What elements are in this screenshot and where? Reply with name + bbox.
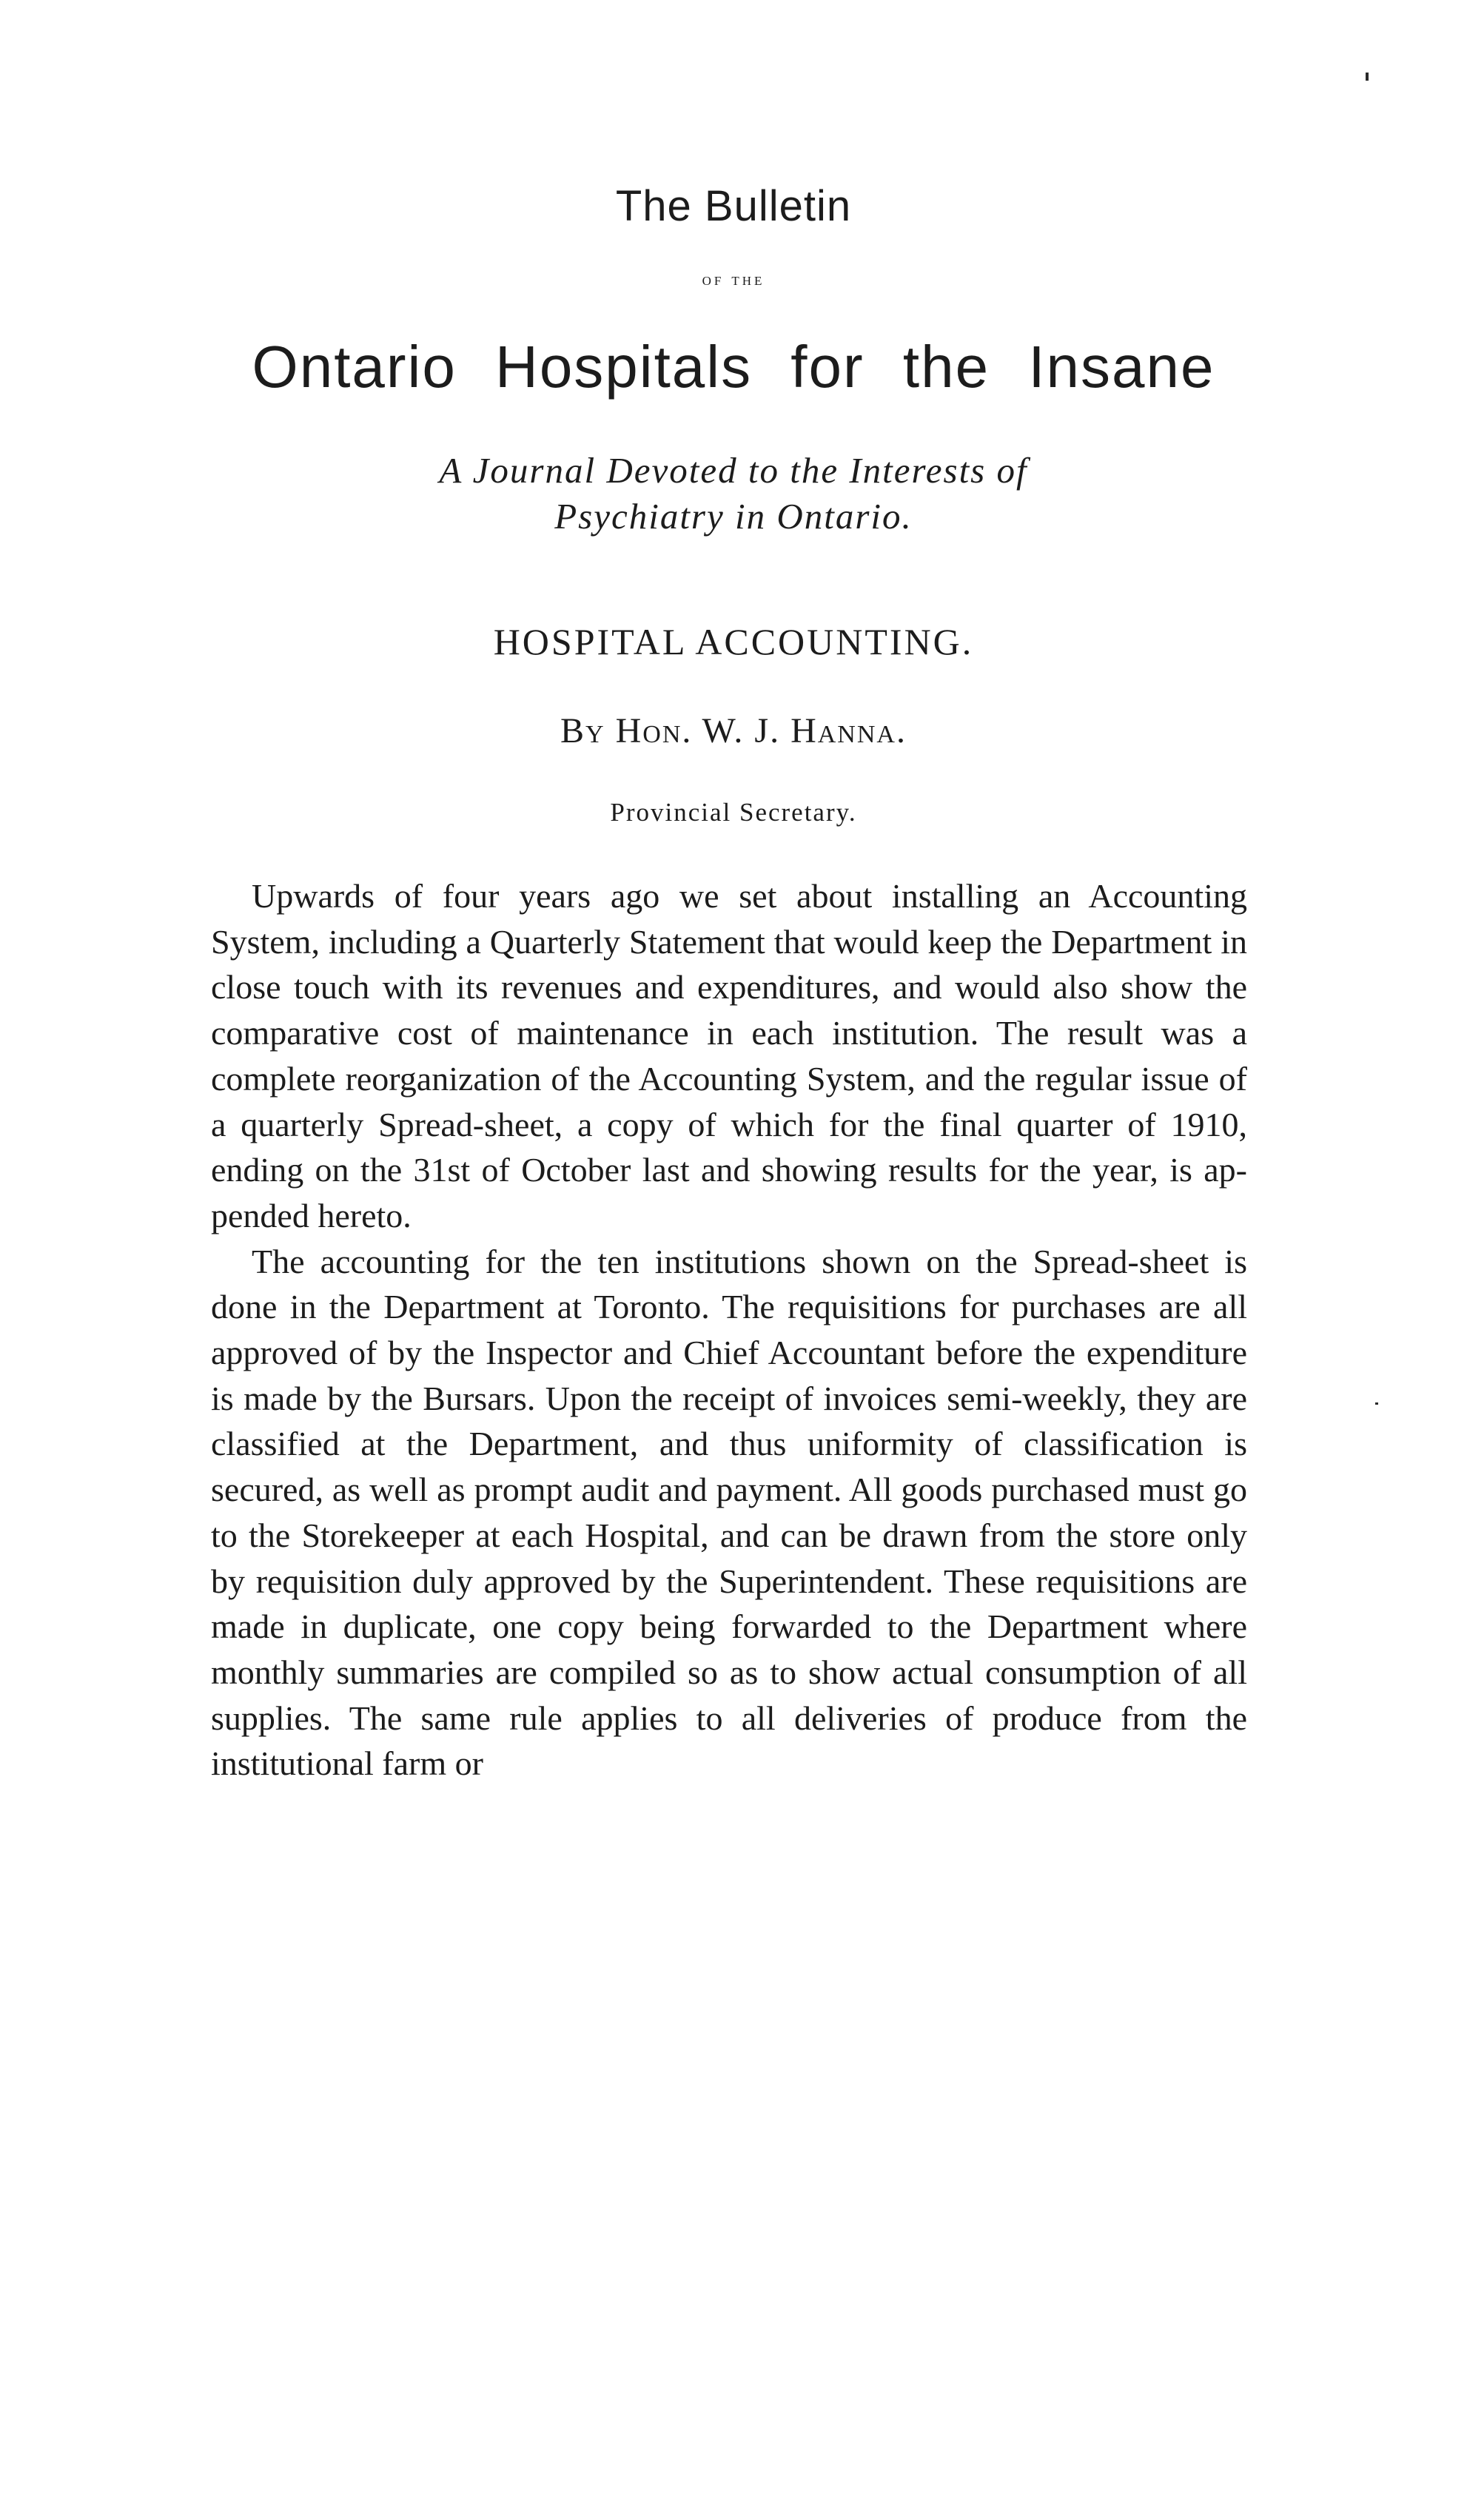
- journal-name: The Bulletin: [615, 182, 852, 230]
- journal-subtitle: [0, 448, 1467, 540]
- journal-of: of the: [702, 270, 765, 289]
- paragraph: Upwards of four years ago we set about installing an Accounting System, including a Quarterly Statement that would keep the Department in close touch with its revenues and expenditures, and would also show the comparative cost of maintenance in each institution. The result was a complete reorganization of the Accounting System, and the regular issue of a quarterly Spread-sheet, a copy of which for the final quarter of 1910, ending on the 31st of October last and showing results for the year, is appended hereto.: [211, 877, 1247, 1234]
- article-body: [211, 873, 1247, 1787]
- article-byline: By Hon. W. J. Hanna.: [560, 711, 907, 750]
- author-role: Provincial Secretary.: [610, 798, 857, 827]
- journal-title: Ontario Hospitals for the Insane: [252, 334, 1215, 400]
- subtitle-line: A Journal Devoted to the Interests of: [439, 450, 1028, 491]
- ink-speck: [1375, 1402, 1378, 1405]
- subtitle-line: Psychiatry in Ontario.: [554, 496, 913, 537]
- article-title: HOSPITAL ACCOUNTING.: [493, 621, 974, 662]
- paragraph: The accounting for the ten institutions shown on the Spread-sheet is done in the Department at Toronto. The requisitions for purchases are all approved of by the Inspector and Chief Accountant before the expenditure is made by the Bursars. Upon the receipt of invoices semi-weekly, they are classified at the Department, and thus uniformity of classification is secured, as well as prompt audit and payment. All goods purchased must go to the Storekeeper at each Hospital, and can be drawn from the store only by requisition duly approved by the Superintendent. These requisitions are made in duplicate, one copy being forwarded to the Department where monthly summaries are compiled so as to show actual consumption of all supplies. The same rule applies to all deliveries of produce from the institutional farm or: [211, 1242, 1247, 1783]
- ink-speck: [1366, 73, 1369, 81]
